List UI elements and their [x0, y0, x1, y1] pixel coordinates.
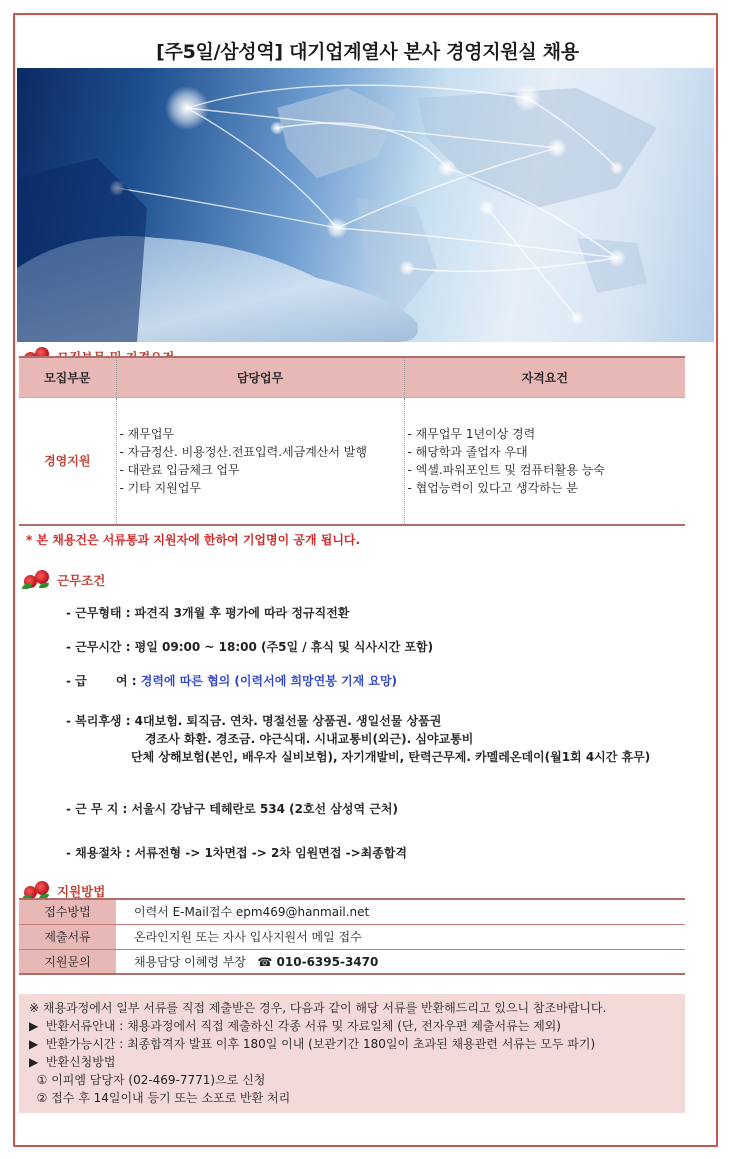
- duty-item: - 재무업무: [119, 426, 175, 441]
- qual-cell: [404, 397, 685, 525]
- info-line: ① 이피엠 담당자 (02-469-7771)으로 신청: [29, 1073, 266, 1087]
- documents-value: 온라인지원 또는 자사 입사지원서 메일 접수: [116, 924, 685, 949]
- dept-cell: 경영지원: [19, 397, 116, 525]
- col-qual-header: 자격요건: [404, 357, 685, 397]
- hero-image: [17, 68, 714, 342]
- recruit-table: [19, 356, 685, 526]
- inquiry-value: [116, 949, 685, 974]
- info-line: ▶ 반환서류안내 : 채용과정에서 직접 제출하신 각종 서류 및 자료일체 (단, 전자우편 제출서류는 제외): [29, 1019, 561, 1033]
- inquiry-label: 지원문의: [19, 949, 116, 974]
- duty-cell: [116, 397, 404, 525]
- duty-item: - 기타 지원업무: [119, 480, 202, 495]
- qual-item: - 협업능력이 있다고 생각하는 분: [407, 480, 578, 495]
- posting-frame: [13, 13, 718, 1147]
- page-title: [주5일/삼성역] 대기업계열사 본사 경영지원실 채용: [156, 41, 579, 63]
- condition-type: - 근무형태 : 파견직 3개월 후 평가에 따라 정규직전환: [66, 606, 350, 620]
- condition-process: - 채용절차 : 서류전형 -> 1차면접 -> 2차 임원면접 ->최종합격: [66, 846, 408, 860]
- info-line: ▶ 반환가능시간 : 최종합격자 발표 이후 180일 이내 (보관기간 180일이 초과된 채용관련 서류는 모두 파기): [29, 1037, 596, 1051]
- apply-table: [19, 898, 685, 975]
- qual-item: - 엑셀.파워포인트 및 컴퓨터활용 능숙: [407, 462, 605, 477]
- contact-phone[interactable]: ☎ 010-6395-3470: [257, 954, 379, 969]
- section-apply-heading: 지원방법: [22, 880, 105, 902]
- condition-pay: [66, 672, 397, 690]
- info-line: ② 접수 후 14일이내 등기 또는 소포로 반환 처리: [29, 1091, 291, 1105]
- duty-item: - 자금정산. 비용정산.전표입력.세금계산서 발행: [119, 444, 367, 459]
- pay-value: 경력에 따른 협의 (이력서에 희망연봉 기재 요망): [140, 674, 398, 688]
- rose-icon: [22, 569, 52, 591]
- apply-method-value[interactable]: 이력서 E-Mail접수 epm469@hanmail.net: [116, 899, 685, 924]
- qual-item: - 재무업무 1년이상 경력: [407, 426, 536, 441]
- welfare-line: 단체 상해보험(본인, 배우자 실비보험), 자기개발비, 탄력근무제. 카멜레온데이(월1회 4시간 휴무): [131, 750, 651, 764]
- section-conditions-heading: 근무조건: [22, 569, 105, 591]
- info-line: ▶ 반환신청방법: [29, 1055, 116, 1069]
- document-return-info: [19, 994, 685, 1113]
- condition-hours: - 근무시간 : 평일 09:00 ~ 18:00 (주5일 / 휴식 및 식사시간 포함): [66, 640, 434, 654]
- documents-label: 제출서류: [19, 924, 116, 949]
- welfare-line: 경조사 화환. 경조금. 야근식대. 시내교통비(외근). 심야교통비: [145, 732, 474, 746]
- welfare-line: - 복리후생 : 4대보험. 퇴직금. 연차. 명절선물 상품권. 생일선물 상품권: [66, 714, 442, 728]
- duty-item: - 대관료 입금체크 업무: [119, 462, 240, 477]
- col-duty-header: 담당업무: [116, 357, 404, 397]
- qual-item: - 해당학과 졸업자 우대: [407, 444, 528, 459]
- condition-welfare: [66, 712, 706, 766]
- disclosure-notice: * 본 채용건은 서류통과 지원자에 한하여 기업명이 공개 됩니다.: [26, 533, 361, 547]
- world-network-illustration: [17, 68, 714, 342]
- contact-person: 채용담당 이혜령 부장: [134, 954, 246, 969]
- apply-method-label: 접수방법: [19, 899, 116, 924]
- info-line: ※ 채용과정에서 일부 서류를 직접 제출받은 경우, 다음과 같이 해당 서류를 반환해드리고 있으니 참조바랍니다.: [29, 1001, 607, 1015]
- col-dept-header: 모집부문: [19, 357, 116, 397]
- condition-location: - 근 무 지 : 서울시 강남구 테헤란로 534 (2호선 삼성역 근처): [66, 802, 398, 816]
- pay-label: - 급 여 :: [66, 674, 141, 688]
